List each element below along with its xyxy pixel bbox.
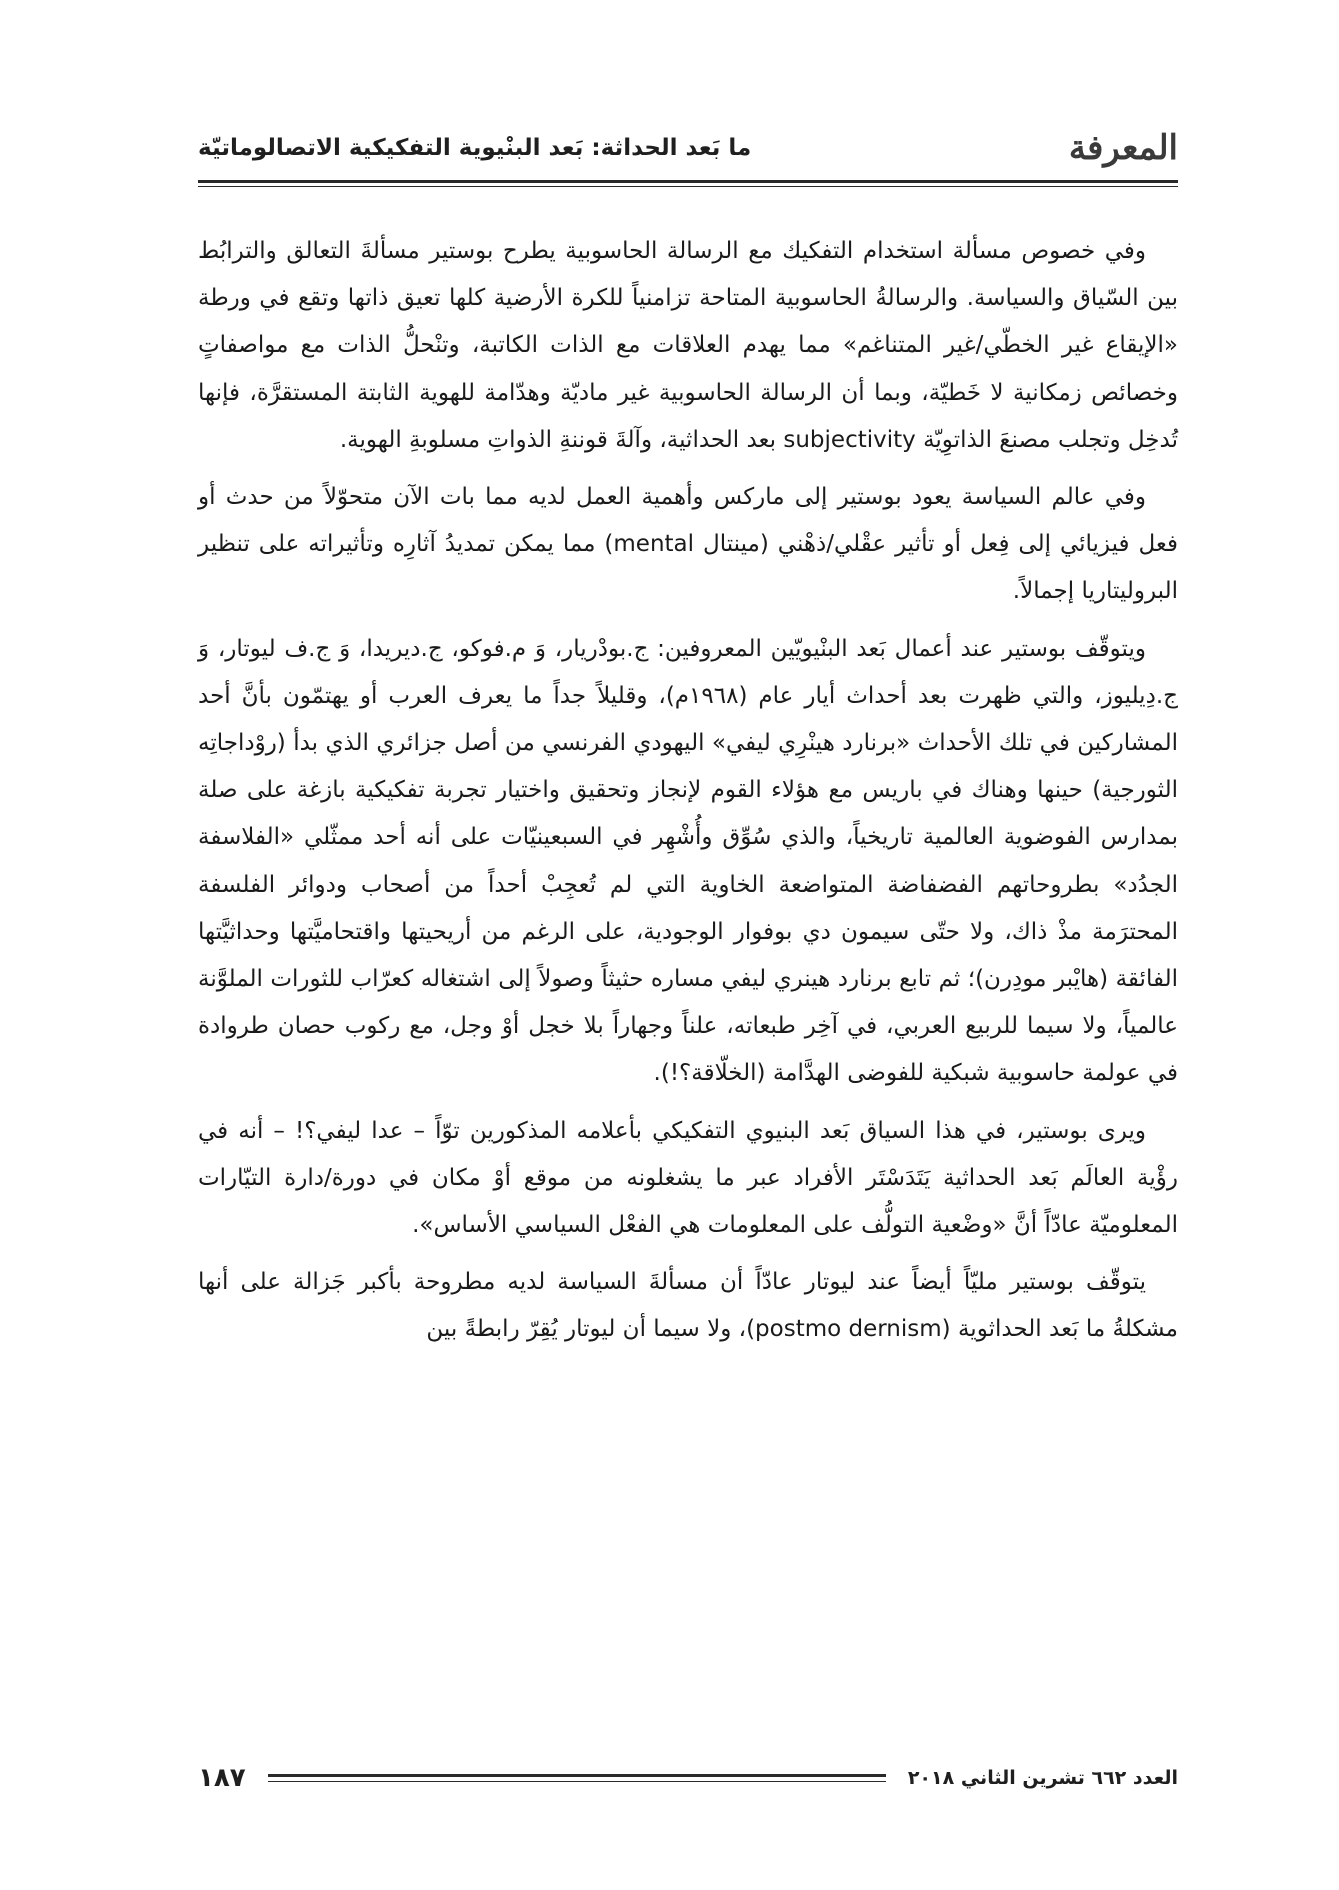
article-body	[198, 228, 1178, 1364]
paragraph-3: ويتوقّف بوستير عند أعمال بَعد البنْيويّين المعروفين: ج.بودْريار، وَ م.فوكو، ج.ديريدا، وَ ج.ف ليوتار، وَ ج.دِيليوز، والتي ظهرت بعد أحداث أيار عام (١٩٦٨م)، وقليلاً جداً ما يعرف العرب أو يهتمّون بأنَّ أحد المشاركين في تلك الأحداث «برنارد هينْرِي ليفي» اليهودي الفرنسي من أصل جزائري الذي بدأ (روْداجاتِه الثورجية) حينها وهناك في باريس مع هؤلاء القوم لإنجاز وتحقيق واختيار تجربة تفكيكية بازغة على صلة بمدارس الفوضوية العالمية تاريخياً، والذي سُوِّق وأُشْهِر في السبعينيّات على أنه أحد ممثّلي «الفلاسفة الجدُد» بطروحاتهم الفضفاضة المتواضعة الخاوية التي لم تُعجِبْ أحداً من أصحاب ودوائر الفلسفة المحترَمة مذْ ذاك، ولا حتّى سيمون دي بوفوار الوجودية، على الرغم من أريحيتها واقتحاميَّتها وحداثيَّتها الفائقة (هايْبر مودِرن)؛ ثم تابع برنارد هينري ليفي مساره حثيثاً وصولاً إلى اشتغاله كعرّاب للثورات الملوَّنة عالمياً، ولا سيما للربيع العربي، في آخِر طبعاته، علناً وجهاراً بلا خجل أوْ وجل، مع ركوب حصان طروادة في عولمة حاسوبية شبكية للفوضى الهدَّامة (الخلّاقة؟!).	[198, 635, 1178, 1087]
paragraph-2: وفي عالم السياسة يعود بوستير إلى ماركس وأهمية العمل لديه مما بات الآن متحوّلاً من حدث أو فعل فيزيائي إلى فِعل أو تأثير عقْلي/ذهْني (مينتال mental) مما يمكن تمديدُ آثارِه وتأثيراته على تنظير البروليتاريا إجمالاً.	[198, 484, 1179, 605]
page-footer	[198, 1758, 1178, 1798]
paragraph-4: ويرى بوستير، في هذا السياق بَعد البنيوي التفكيكي بأعلامه المذكورين توّاً – عدا ليفي؟! – أنه في رؤْية العالَم بَعد الحداثية يَتَدَسْتَر الأفراد عبر ما يشغلونه من موقع أوْ مكان في دورة/دارة التيّارات المعلوميّة عادّاً أنَّ «وضْعية التولُّف على المعلومات هي الفعْل السياسي الأساس».	[198, 1117, 1178, 1239]
header-rule	[198, 180, 1178, 183]
magazine-logo: المعرفة	[1068, 128, 1178, 168]
page-header	[198, 118, 1178, 178]
paragraph-5: يتوقّف بوستير مليّاً أيضاً عند ليوتار عادّاً أن مسألةَ السياسة لديه مطروحة بأكبر جَزالة على أنها مشكلةُ ما بَعد الحداثوية (postmo dernism)، ولا سيما أن ليوتار يُقِرّ رابطةً بين	[198, 1269, 1178, 1343]
footer-rule	[268, 1774, 886, 1782]
paragraph-1: وفي خصوص مسألة استخدام التفكيك مع الرسالة الحاسوبية يطرح بوستير مسألةَ التعالق والترابُط بين السّياق والسياسة. والرسالةُ الحاسوبية المتاحة تزامنياً للكرة الأرضية كلها تعيق ذاتها وتقع في ورطة «الإيقاع غير الخطّي/غير المتناغم» مما يهدم العلاقات مع الذات الكاتبة، وتنْحلُّ الذات مع مواصفاتٍ وخصائص زمكانية لا خَطيّة، وبما أن الرسالة الحاسوبية غير ماديّة وهدّامة للهوية الثابتة المستقرَّة، فإنها تُدخِل وتجلب مصنعَ الذاتوِيّة subjectivity بعد الحداثية، وآلةَ قوننةِ الذواتِ مسلوبةِ الهوية.	[198, 238, 1178, 453]
running-title: ما بَعد الحداثة: بَعد البنْيوية التفكيكية الاتصالوماتيّة	[198, 135, 752, 161]
issue-label: العدد ٦٦٢ تشرين الثاني ٢٠١٨	[907, 1767, 1178, 1789]
header-rule-thin	[198, 186, 1178, 187]
page-number: ١٨٧	[198, 1763, 246, 1793]
